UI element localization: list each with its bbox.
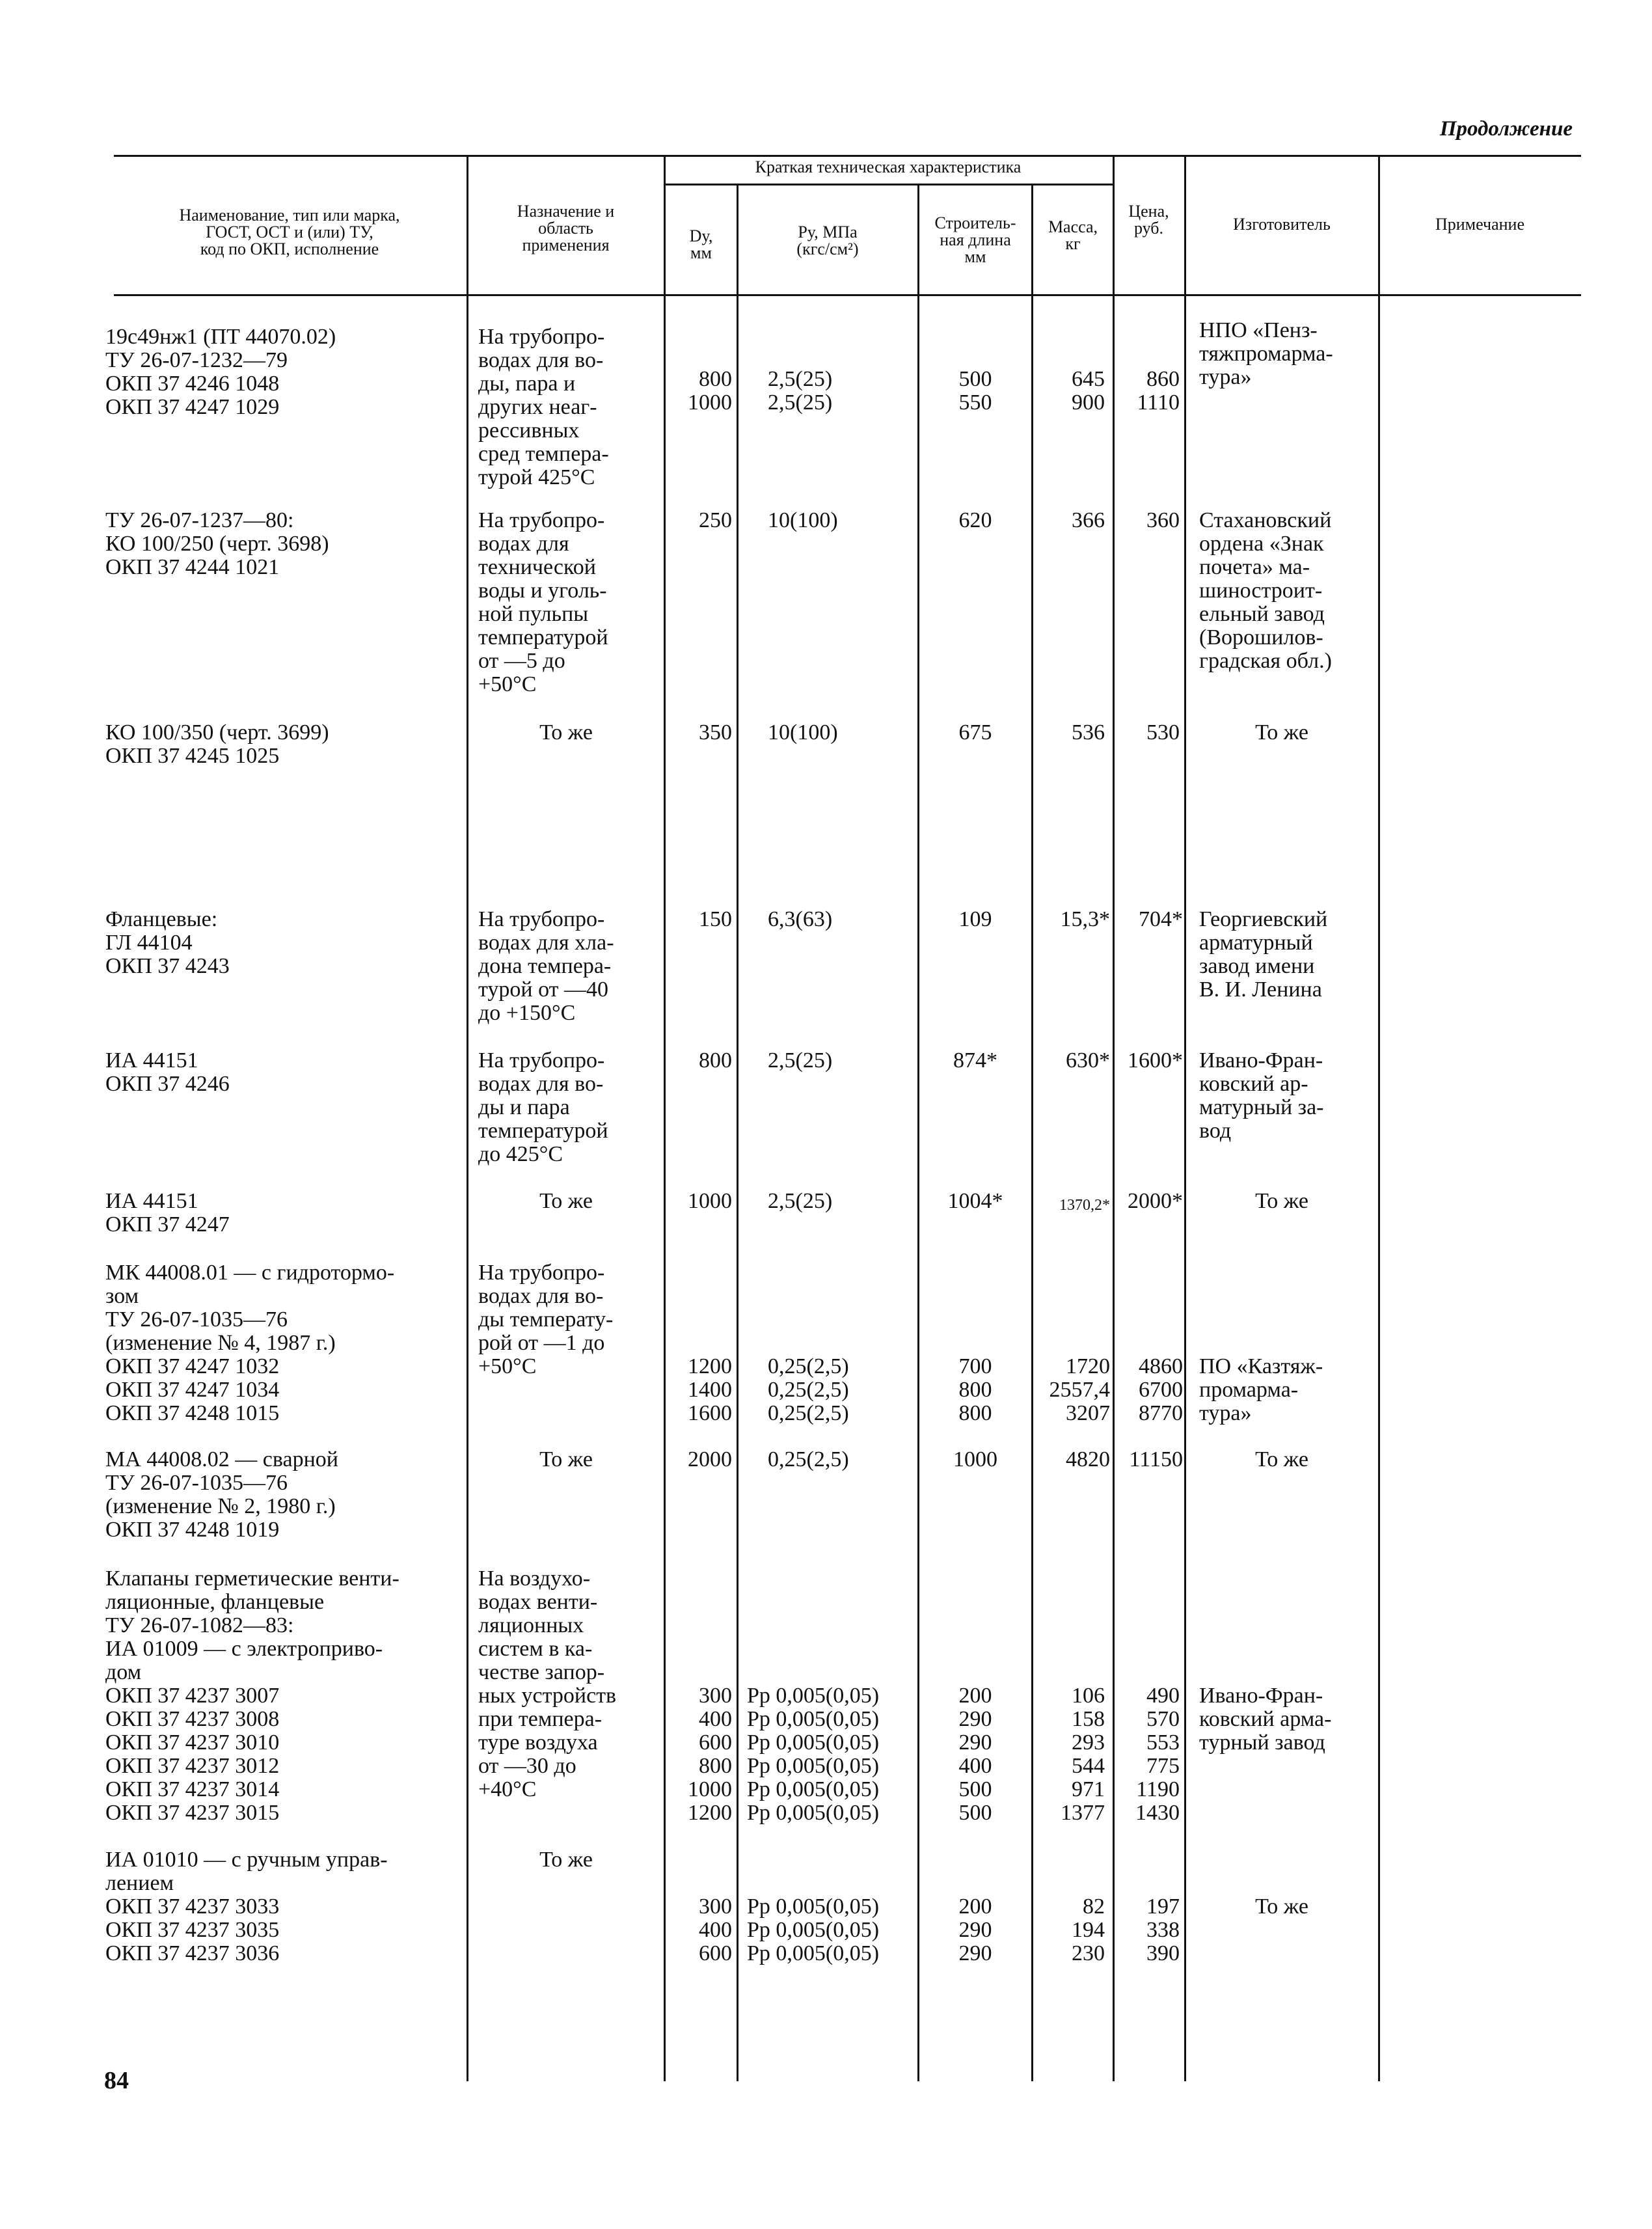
row5-py: 2,5(25) xyxy=(768,1189,833,1213)
row5-length: 1004* xyxy=(947,1189,1003,1213)
row7-length: 1000 xyxy=(953,1447,997,1471)
header-maker: Изготовитель xyxy=(1233,215,1331,234)
col-divider-7 xyxy=(1184,155,1186,2081)
row6-mass: 1720 2557,4 3207 xyxy=(1049,1354,1110,1425)
row1-purpose: На трубопро- водах для технической воды и уголь- ной пульпы температурой от —5 до +50°С xyxy=(478,508,608,696)
col-divider-8 xyxy=(1378,155,1380,2081)
header-name: Наименование, тип или марка, ГОСТ, ОСТ и (или) ТУ, код по ОКП, исполнение xyxy=(179,206,400,258)
row3-price: 704* xyxy=(1139,907,1183,931)
row3-py: 6,3(63) xyxy=(768,907,833,931)
row8-purpose: На воздухо- водах венти- ляционных систем в ка- честве запор- ных устройств при темпера- туре воздуха от —30 до +40°С xyxy=(478,1566,617,1801)
row0-mass: 645 900 xyxy=(1072,367,1105,415)
row8-length: 200 290 290 400 500 500 xyxy=(958,1684,992,1825)
row9-name: ИА 01010 — с ручным управ- лением ОКП 37 4237 3033 ОКП 37 4237 3035 ОКП 37 4237 3036 xyxy=(105,1848,388,1965)
row2-dy: 350 xyxy=(699,720,732,745)
row9-length: 200 290 290 xyxy=(958,1894,992,1965)
col-divider-2 xyxy=(664,155,666,2081)
row7-mass: 4820 xyxy=(1066,1447,1110,1471)
row0-length: 500 550 xyxy=(958,367,992,415)
continuation-label: Продолжение xyxy=(1439,117,1573,141)
row8-name: Клапаны герметические венти- ляционные, фланцевые ТУ 26-07-1082—83: ИА 01009 — с электроприво- дом ОКП 37 4237 3007 ОКП 37 4237 3008 ОКП 37 4237 3010 ОКП 37 4237 3012 ОКП 37 4237 3014 ОКП 37 4237 3015 xyxy=(105,1566,399,1825)
row4-purpose: На трубопро- водах для во- ды и пара температурой до 425°С xyxy=(478,1048,608,1166)
row3-purpose: На трубопро- водах для хла- дона темпера- турой от —40 до +150°С xyxy=(478,907,614,1025)
row9-py: Pр 0,005(0,05) Pр 0,005(0,05) Pр 0,005(0,05) xyxy=(747,1894,880,1965)
row0-py: 2,5(25) 2,5(25) xyxy=(768,367,833,415)
row1-py: 10(100) xyxy=(768,508,838,532)
row0-dy: 800 1000 xyxy=(688,367,732,415)
row8-price: 490 570 553 775 1190 1430 xyxy=(1135,1684,1180,1825)
row8-dy: 300 400 600 800 1000 1200 xyxy=(688,1684,732,1825)
row1-price: 360 xyxy=(1146,508,1180,532)
header-price: Цена, руб. xyxy=(1128,202,1169,238)
row6-name: МК 44008.01 — с гидротормо- зом ТУ 26-07-1035—76 (изменение № 4, 1987 г.) ОКП 37 4247 1032 ОКП 37 4247 1034 ОКП 37 4248 1015 xyxy=(105,1261,395,1425)
header-bottom-rule xyxy=(114,294,1581,296)
header-length: Строитель- ная длина мм xyxy=(934,213,1016,266)
row9-purpose: То же xyxy=(539,1848,593,1872)
header-py: Pу, МПа (кгс/см²) xyxy=(796,223,859,258)
row9-mass: 82 194 230 xyxy=(1072,1894,1105,1965)
row3-maker: Георгиевский арматурный завод имени В. И. Ленина xyxy=(1199,907,1328,1002)
row9-price: 197 338 390 xyxy=(1146,1894,1180,1965)
row4-length: 874* xyxy=(953,1048,997,1073)
row0-name: 19с49нж1 (ПТ 44070.02) ТУ 26-07-1232—79 ОКП 37 4246 1048 ОКП 37 4247 1029 xyxy=(105,325,336,419)
row8-maker: Ивано-Фран- ковский арма- турный завод xyxy=(1199,1684,1332,1755)
row3-length: 109 xyxy=(958,907,992,931)
row2-price: 530 xyxy=(1146,720,1180,745)
col-divider-4 xyxy=(917,184,919,2081)
row5-price: 2000* xyxy=(1128,1189,1183,1213)
row6-py: 0,25(2,5) 0,25(2,5) 0,25(2,5) xyxy=(768,1354,849,1425)
header-dy: Dу, мм xyxy=(689,226,713,262)
row7-price: 11150 xyxy=(1129,1447,1183,1471)
header-mass: Масса, кг xyxy=(1048,217,1098,253)
row4-dy: 800 xyxy=(699,1048,732,1073)
row5-mass: 1370,2* xyxy=(1059,1197,1110,1214)
row6-price: 4860 6700 8770 xyxy=(1139,1354,1183,1425)
row2-purpose: То же xyxy=(539,720,593,745)
row6-purpose: На трубопро- водах для во- ды температу- рой от —1 до +50°С xyxy=(478,1261,614,1378)
row5-dy: 1000 xyxy=(688,1189,732,1213)
row8-py: Pр 0,005(0,05) Pр 0,005(0,05) Pр 0,005(0,05) Pр 0,005(0,05) Pр 0,005(0,05) Pр 0,005(0,05) xyxy=(747,1684,880,1825)
brief-header-rule xyxy=(664,184,1113,185)
row2-length: 675 xyxy=(958,720,992,745)
row1-name: ТУ 26-07-1237—80: КО 100/250 (черт. 3698) ОКП 37 4244 1021 xyxy=(105,508,329,579)
row9-dy: 300 400 600 xyxy=(699,1894,732,1965)
row3-name: Фланцевые: ГЛ 44104 ОКП 37 4243 xyxy=(105,907,230,978)
row2-py: 10(100) xyxy=(768,720,838,745)
row7-dy: 2000 xyxy=(688,1447,732,1471)
row4-price: 1600* xyxy=(1128,1048,1183,1073)
col-divider-3 xyxy=(737,184,738,2081)
row2-name: КО 100/350 (черт. 3699) ОКП 37 4245 1025 xyxy=(105,720,329,768)
row1-dy: 250 xyxy=(699,508,732,532)
row7-name: МА 44008.02 — сварной ТУ 26-07-1035—76 (изменение № 2, 1980 г.) ОКП 37 4248 1019 xyxy=(105,1447,338,1542)
row1-mass: 366 xyxy=(1072,508,1105,532)
table-top-rule xyxy=(114,155,1581,157)
header-brief: Краткая техническая характеристика xyxy=(755,157,1022,176)
row4-py: 2,5(25) xyxy=(768,1048,833,1073)
row5-purpose: То же xyxy=(539,1189,593,1213)
row5-name: ИА 44151 ОКП 37 4247 xyxy=(105,1189,230,1237)
row0-purpose: На трубопро- водах для во- ды, пара и других неаг- рессивных сред темпера- турой 425°С xyxy=(478,325,609,489)
col-divider-1 xyxy=(467,155,468,2081)
row7-py: 0,25(2,5) xyxy=(768,1447,849,1471)
row0-maker: НПО «Пенз- тяжпромарма- тура» xyxy=(1199,318,1333,389)
row5-maker: То же xyxy=(1255,1189,1308,1213)
header-purpose: Назначение и область применения xyxy=(517,202,615,254)
row6-maker: ПО «Казтяж- промарма- тура» xyxy=(1199,1354,1323,1425)
row2-maker: То же xyxy=(1255,720,1308,745)
row3-dy: 150 xyxy=(699,907,732,931)
page-number: 84 xyxy=(104,2067,129,2094)
row7-maker: То же xyxy=(1255,1447,1308,1471)
row4-mass: 630* xyxy=(1066,1048,1110,1073)
header-note: Примечание xyxy=(1435,215,1525,234)
row0-price: 860 1110 xyxy=(1137,367,1180,415)
row1-maker: Стахановский ордена «Знак почета» ма- шиностроит- ельный завод (Ворошилов- градская обл.) xyxy=(1199,508,1332,673)
row4-maker: Ивано-Фран- ковский ар- матурный за- вод xyxy=(1199,1048,1324,1143)
row6-dy: 1200 1400 1600 xyxy=(688,1354,732,1425)
row4-name: ИА 44151 ОКП 37 4246 xyxy=(105,1048,230,1096)
row7-purpose: То же xyxy=(539,1447,593,1471)
row1-length: 620 xyxy=(958,508,992,532)
row6-length: 700 800 800 xyxy=(958,1354,992,1425)
row3-mass: 15,3* xyxy=(1060,907,1110,931)
row8-mass: 106 158 293 544 971 1377 xyxy=(1061,1684,1105,1825)
row9-maker: То же xyxy=(1255,1894,1308,1919)
row2-mass: 536 xyxy=(1072,720,1105,745)
